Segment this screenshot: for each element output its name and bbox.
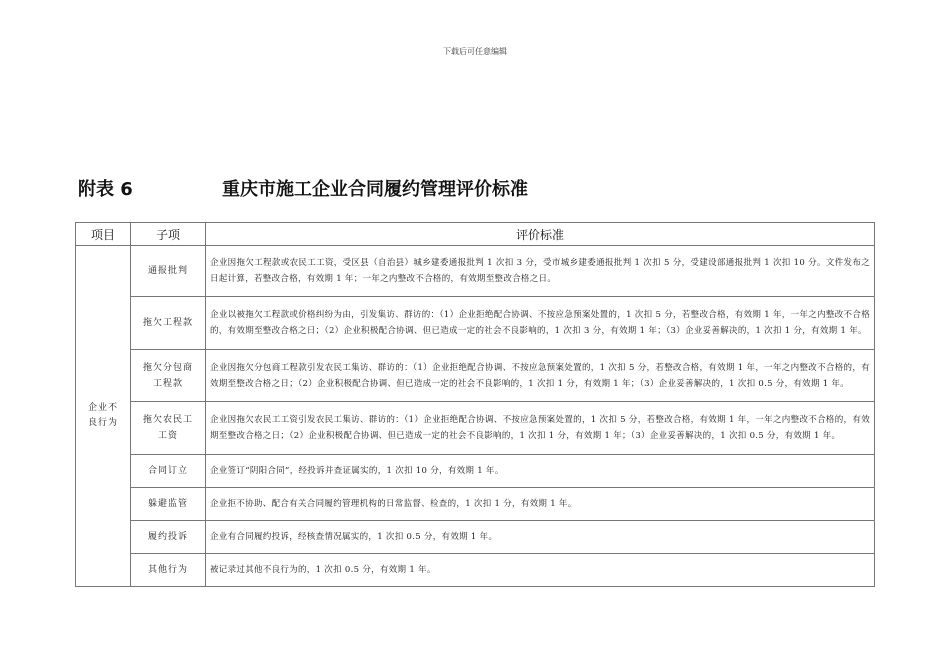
table-row [76,402,875,455]
table-row [76,488,875,521]
document-title [78,172,878,202]
subitem-cell: 拖欠分包商工程款 [131,350,206,402]
header-project: 项目 [76,223,131,246]
subitem-cell: 其他行为 [131,554,206,587]
subitem-cell: 履约投诉 [131,521,206,554]
table-row [76,554,875,587]
criteria-cell: 企业因拖欠农民工工资引发农民工集访、群访的：（1）企业拒绝配合协调、不按应急预案处置的，1 次扣 5 分，若整改合格，有效期 1 年，一年之内整改不合格的，有效期至整改合格之日；（2）企业积极配合协调、但已造成一定的社会不良影响的，1 次扣 1 分，有效期 1 年；（3）企业妥善解决的，1 次扣 0.5 分，有效期 1 年。 [206,402,875,455]
table-row [76,297,875,350]
appendix-label: 附表 6 [78,179,133,200]
page-header-note: 下载后可任意编辑 [443,47,507,56]
table-row [76,350,875,402]
subitem-cell: 躲避监管 [131,488,206,521]
subitem-cell: 拖欠工程款 [131,297,206,350]
table-header-row [76,223,875,246]
criteria-cell: 被记录过其他不良行为的，1 次扣 0.5 分，有效期 1 年。 [206,554,875,587]
header-subitem: 子项 [131,223,206,246]
evaluation-standard-table [75,222,875,587]
table-row [76,246,875,297]
header-criteria: 评价标准 [206,223,875,246]
category-cell: 企业不良行为 [76,246,131,587]
title-text: 重庆市施工企业合同履约管理评价标准 [222,179,528,200]
criteria-cell: 企业因拖欠分包商工程款引发农民工集访、群访的：（1）企业拒绝配合协调、不按应急预案处置的，1 次扣 5 分，若整改合格，有效期 1 年，一年之内整改不合格的，有效期至整改合格之日；（2）企业积极配合协调、但已造成一定的社会不良影响的，1 次扣 1 分，有效期 1 年；（3）企业妥善解决的，1 次扣 0.5 分，有效期 1 年。 [206,350,875,402]
criteria-cell: 企业因拖欠工程款或农民工工资，受区县（自治县）城乡建委通报批判 1 次扣 3 分，受市城乡建委通报批判 1 次扣 5 分，受建设部通报批判 1 次扣 10 分。文件发布之日起计算，若整改合格，有效期 1 年；一年之内整改不合格的，有效期至整改合格之日。 [206,246,875,297]
table-row [76,455,875,488]
subitem-cell: 合同订立 [131,455,206,488]
table-row [76,521,875,554]
criteria-cell: 企业拒不协助、配合有关合同履约管理机构的日常监督、检查的，1 次扣 1 分，有效期 1 年。 [206,488,875,521]
subitem-cell: 通报批判 [131,246,206,297]
criteria-cell: 企业以被拖欠工程款或价格纠纷为由，引发集访、群访的：（1）企业拒绝配合协调、不按应急预案处置的，1 次扣 5 分，若整改合格，有效期 1 年，一年之内整改不合格的，有效期至整改合格之日；（2）企业积极配合协调、但已造成一定的社会不良影响的，1 次扣 3 分，有效期 1 年；（3）企业妥善解决的，1 次扣 1 分，有效期 1 年。 [206,297,875,350]
criteria-cell: 企业签订“阴阳合同”，经投诉并查证属实的，1 次扣 10 分，有效期 1 年。 [206,455,875,488]
criteria-cell: 企业有合同履约投诉，经核查情况属实的，1 次扣 0.5 分，有效期 1 年。 [206,521,875,554]
subitem-cell: 拖欠农民工工资 [131,402,206,455]
